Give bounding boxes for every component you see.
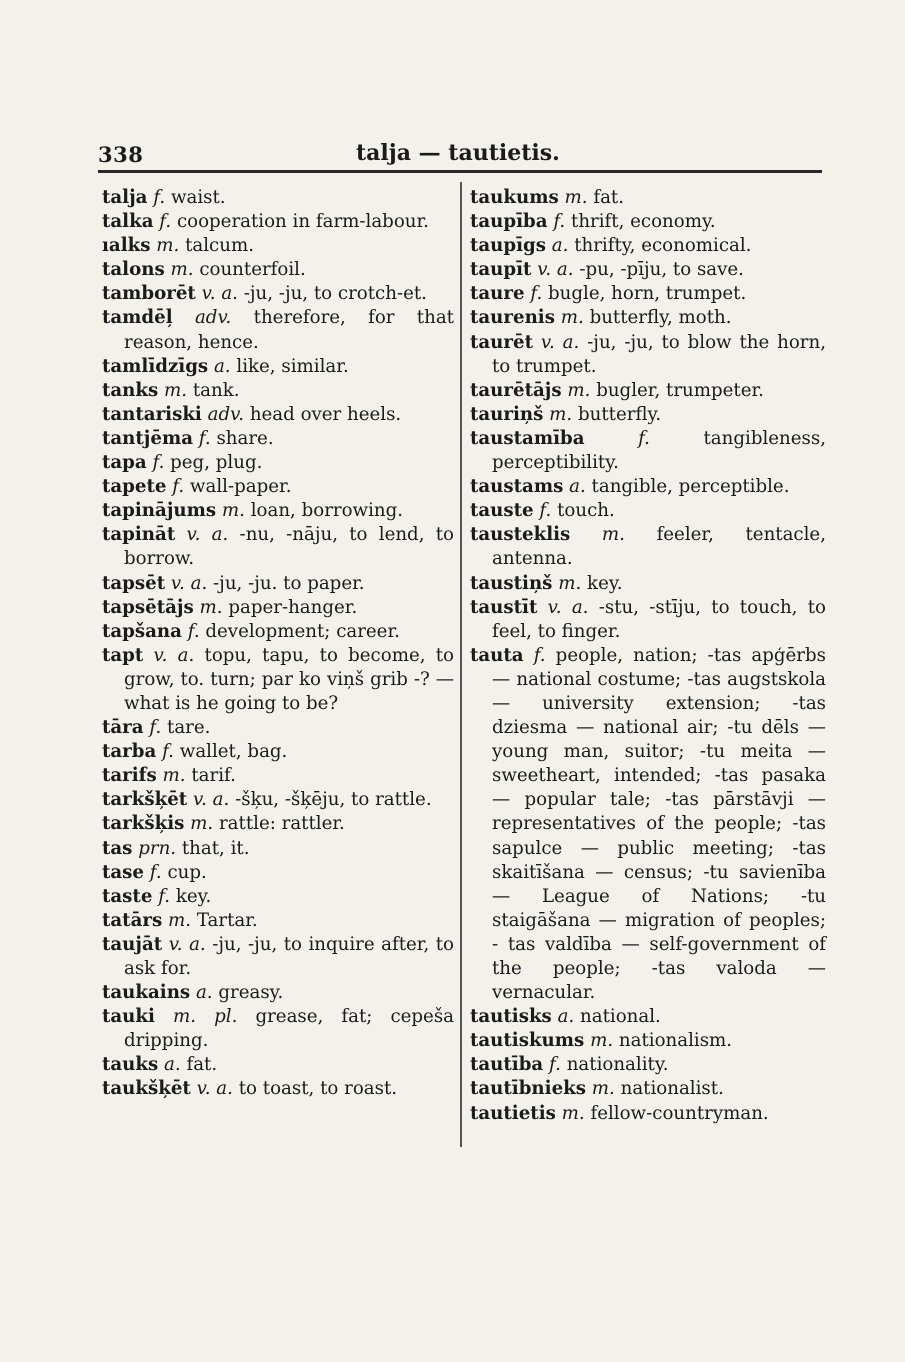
definition: thrift, economy. bbox=[571, 211, 716, 233]
headword: tapete bbox=[102, 476, 167, 498]
definition: paper-hanger. bbox=[228, 596, 358, 618]
grammar-label: f. bbox=[172, 476, 185, 498]
grammar-label: v. a. bbox=[186, 524, 229, 546]
grammar-label: f. bbox=[187, 620, 200, 642]
headword: tarifs bbox=[102, 765, 157, 787]
headword: taupība bbox=[470, 211, 548, 233]
dictionary-entry bbox=[102, 499, 454, 523]
grammar-label: v. a. bbox=[537, 259, 574, 281]
dictionary-entry bbox=[470, 596, 826, 644]
headword: tamdēļ bbox=[102, 307, 173, 329]
definition: thrifty, economical. bbox=[574, 235, 752, 257]
grammar-label: m. bbox=[190, 813, 214, 835]
grammar-label: f. bbox=[198, 427, 211, 449]
headword: tarkšķis bbox=[102, 813, 185, 835]
grammar-label: a. bbox=[551, 235, 569, 257]
grammar-label: adv. bbox=[194, 307, 232, 329]
headword: taste bbox=[102, 885, 153, 907]
definition: share. bbox=[216, 427, 274, 449]
headword: tautībnieks bbox=[470, 1078, 586, 1100]
dictionary-entry bbox=[470, 186, 826, 210]
dictionary-entry bbox=[470, 427, 826, 475]
grammar-label: f. bbox=[149, 861, 162, 883]
dictionary-entry bbox=[102, 1005, 454, 1053]
grammar-label: m. bbox=[567, 379, 591, 401]
definition: tangibleness, perceptibility. bbox=[492, 427, 826, 474]
headword: tautiskums bbox=[470, 1030, 585, 1052]
dictionary-entry bbox=[470, 282, 826, 306]
definition: bugle, horn, trumpet. bbox=[548, 283, 747, 305]
dictionary-entry bbox=[470, 379, 826, 403]
definition: counterfoil. bbox=[199, 259, 306, 281]
definition: loan, borrowing. bbox=[250, 500, 404, 522]
grammar-label: m. bbox=[558, 572, 582, 594]
headword: talka bbox=[102, 211, 154, 233]
grammar-label: f. bbox=[539, 500, 552, 522]
definition: fat. bbox=[186, 1054, 218, 1076]
definition: touch. bbox=[557, 500, 615, 522]
definition: fat. bbox=[593, 187, 625, 208]
dictionary-entry bbox=[102, 788, 454, 812]
headword: tanks bbox=[102, 379, 159, 401]
headword: taukains bbox=[102, 982, 191, 1004]
dictionary-entry bbox=[102, 1053, 454, 1077]
definition: tank. bbox=[192, 379, 240, 401]
dictionary-entry bbox=[102, 981, 454, 1005]
headword: tamborēt bbox=[102, 283, 196, 305]
dictionary-entry bbox=[470, 403, 826, 427]
grammar-label: f. bbox=[162, 741, 174, 763]
headword: tauta bbox=[470, 644, 524, 666]
definition: -ju, -ju, to crotch-et. bbox=[243, 283, 427, 305]
grammar-label: m. pl. bbox=[173, 1006, 238, 1028]
dictionary-entry bbox=[470, 258, 826, 282]
definition: grease, fat; cepeša dripping. bbox=[124, 1006, 454, 1052]
definition: people, nation; -tas apģērbs — national costume; -tas augstskola — university extension; -tas dziesma — national air; -tu dēls — young man, suitor; -tu meita — sweetheart, intended; -tas pasaka — popular tale; -tas pārstāvji — representatives of the people; -tas sapulce — public meeting; -tas skaitīšana — census; -tu savienība — League of Nations; -tu staigāšana — migration of peoples; - tas valdība — self-government of the people; -tas valoda — vernacular. bbox=[492, 644, 826, 1004]
definition: Tartar. bbox=[196, 909, 258, 931]
definition: key. bbox=[175, 885, 212, 907]
definition: -ju, -ju, to inquire after, to ask for. bbox=[124, 933, 454, 979]
headword: tarba bbox=[102, 741, 157, 763]
dictionary-entry bbox=[102, 403, 454, 427]
grammar-label: m. bbox=[591, 1078, 615, 1100]
dictionary-entry bbox=[102, 596, 454, 620]
grammar-label: a. bbox=[557, 1006, 575, 1028]
grammar-label: f. bbox=[533, 644, 546, 666]
headword: taurenis bbox=[470, 307, 555, 329]
headword: tauste bbox=[470, 500, 534, 522]
headword: tapšana bbox=[102, 620, 182, 642]
grammar-label: a. bbox=[213, 355, 231, 377]
dictionary-entry bbox=[102, 427, 454, 451]
definition: tare. bbox=[167, 717, 211, 739]
headword: taustamība bbox=[470, 427, 585, 449]
headword: taurēt bbox=[470, 331, 533, 353]
definition: wallet, bag. bbox=[179, 741, 288, 763]
grammar-label: v. a. bbox=[547, 596, 589, 618]
definition: like, similar. bbox=[236, 355, 349, 377]
definition: topu, tapu, to become, to grow, to. turn; par ko viņš grib -? — what is he going to be? bbox=[124, 644, 454, 714]
definition: cup. bbox=[167, 861, 207, 883]
dictionary-entry bbox=[470, 475, 826, 499]
headword: taukšķēt bbox=[102, 1078, 191, 1100]
headword: tatārs bbox=[102, 909, 163, 931]
definition: key. bbox=[587, 572, 623, 594]
definition: -ju, -ju, to blow the horn, to trumpet. bbox=[492, 331, 826, 377]
grammar-label: v. a. bbox=[201, 283, 238, 305]
grammar-label: f. bbox=[549, 1054, 561, 1076]
headword: tapinājums bbox=[102, 500, 217, 522]
dictionary-entry bbox=[102, 885, 454, 909]
grammar-label: f. bbox=[158, 885, 171, 907]
dictionary-entry bbox=[470, 331, 826, 379]
grammar-label: m. bbox=[564, 187, 588, 208]
definition: -ju, -ju. to paper. bbox=[213, 572, 365, 594]
headword: taukums bbox=[470, 187, 559, 208]
dictionary-entry bbox=[102, 306, 454, 354]
headword: tāra bbox=[102, 717, 144, 739]
grammar-label: m. bbox=[549, 403, 573, 425]
grammar-label: f. bbox=[152, 452, 165, 474]
dictionary-entry bbox=[470, 523, 826, 571]
grammar-label: prn. bbox=[138, 837, 177, 859]
dictionary-entry bbox=[102, 740, 454, 764]
grammar-label: f. bbox=[530, 283, 543, 305]
dictionary-entry bbox=[102, 933, 454, 981]
grammar-label: m. bbox=[170, 259, 194, 281]
headword: talons bbox=[102, 259, 165, 281]
dictionary-entry bbox=[470, 572, 826, 596]
dictionary-entry bbox=[102, 355, 454, 379]
page-header bbox=[98, 138, 822, 172]
grammar-label: v. a. bbox=[168, 933, 206, 955]
definition: nationality. bbox=[566, 1054, 669, 1076]
grammar-label: a. bbox=[195, 982, 213, 1004]
dictionary-entry bbox=[102, 451, 454, 475]
dictionary-entry bbox=[102, 716, 454, 740]
definition: greasy. bbox=[218, 982, 284, 1004]
definition: development; career. bbox=[205, 620, 400, 642]
definition: tarif. bbox=[191, 765, 236, 787]
definition: wall-paper. bbox=[189, 476, 292, 498]
column-divider bbox=[460, 182, 462, 1147]
headword: tauriņš bbox=[470, 403, 544, 425]
headword: tauki bbox=[102, 1006, 155, 1028]
dictionary-entry bbox=[470, 499, 826, 523]
definition: waist. bbox=[170, 187, 226, 208]
definition: cooperation in farm-labour. bbox=[176, 211, 429, 233]
dictionary-entry bbox=[470, 306, 826, 330]
headword: taustiņš bbox=[470, 572, 553, 594]
grammar-label: f. bbox=[153, 187, 166, 208]
headword: ıalks bbox=[102, 235, 151, 257]
headword: taustīt bbox=[470, 596, 538, 618]
dictionary-entry bbox=[102, 258, 454, 282]
headword: tapināt bbox=[102, 524, 176, 546]
headword: tamlīdzīgs bbox=[102, 355, 209, 377]
headword: tapsētājs bbox=[102, 596, 194, 618]
dictionary-entry bbox=[470, 234, 826, 258]
definition: bugler, trumpeter. bbox=[596, 379, 764, 401]
dictionary-entry bbox=[470, 1029, 826, 1053]
grammar-label: f. bbox=[553, 211, 566, 233]
headword: tapt bbox=[102, 644, 144, 666]
definition: talcum. bbox=[185, 235, 254, 257]
definition: -šķu, -šķēju, to rattle. bbox=[235, 789, 432, 811]
headword: tantariski bbox=[102, 403, 202, 425]
header-rule bbox=[98, 170, 822, 173]
grammar-label: m. bbox=[590, 1030, 614, 1052]
dictionary-entry bbox=[102, 837, 454, 861]
headword: tantjēma bbox=[102, 427, 193, 449]
definition: therefore, for that reason, hence. bbox=[124, 307, 454, 353]
definition: rattle: rattler. bbox=[218, 813, 345, 835]
definition: nationalism. bbox=[618, 1030, 733, 1052]
dictionary-entry bbox=[102, 620, 454, 644]
left-column bbox=[102, 186, 454, 1102]
dictionary-entry bbox=[102, 234, 454, 258]
dictionary-entry bbox=[102, 379, 454, 403]
definition: peg, plug. bbox=[170, 452, 263, 474]
grammar-label: v. a. bbox=[192, 789, 230, 811]
dictionary-entry bbox=[470, 1053, 826, 1077]
definition: tangible, perceptible. bbox=[591, 476, 790, 498]
page-number: 338 bbox=[98, 142, 144, 167]
dictionary-entry bbox=[102, 523, 454, 571]
headword: taustams bbox=[470, 476, 564, 498]
definition: nationalist. bbox=[620, 1078, 724, 1100]
dictionary-entry bbox=[470, 210, 826, 234]
headword: tapa bbox=[102, 452, 147, 474]
grammar-label: m. bbox=[561, 1102, 585, 1124]
grammar-label: f. bbox=[159, 211, 172, 233]
grammar-label: m. bbox=[199, 596, 223, 618]
grammar-label: m. bbox=[601, 524, 625, 546]
definition: butterfly, moth. bbox=[589, 307, 732, 329]
grammar-label: v. a. bbox=[153, 644, 195, 666]
headword: taupīt bbox=[470, 259, 532, 281]
dictionary-entry bbox=[470, 644, 826, 1005]
headword: tase bbox=[102, 861, 144, 883]
grammar-label: v. a. bbox=[540, 331, 580, 353]
grammar-label: v. a. bbox=[170, 572, 208, 594]
right-column bbox=[470, 186, 826, 1126]
headword: taujāt bbox=[102, 933, 163, 955]
dictionary-entry bbox=[102, 475, 454, 499]
dictionary-entry bbox=[102, 1077, 454, 1101]
definition: butterfly. bbox=[578, 403, 662, 425]
definition: to toast, to roast. bbox=[238, 1078, 398, 1100]
headword: tas bbox=[102, 837, 133, 859]
dictionary-entry bbox=[470, 1102, 826, 1126]
dictionary-entry bbox=[102, 210, 454, 234]
dictionary-entry bbox=[470, 1005, 826, 1029]
grammar-label: m. bbox=[162, 765, 186, 787]
grammar-label: m. bbox=[221, 500, 245, 522]
grammar-label: f. bbox=[638, 427, 650, 449]
definition: -nu, -nāju, to lend, to borrow. bbox=[124, 524, 454, 570]
headword: taure bbox=[470, 283, 525, 305]
headword: tapsēt bbox=[102, 572, 166, 594]
grammar-label: m. bbox=[168, 909, 192, 931]
grammar-label: m. bbox=[560, 307, 584, 329]
running-head: talja — tautietis. bbox=[356, 140, 560, 166]
headword: tautietis bbox=[470, 1102, 556, 1124]
dictionary-entry bbox=[102, 644, 454, 716]
dictionary-entry bbox=[102, 861, 454, 885]
dictionary-entry bbox=[102, 812, 454, 836]
headword: taupīgs bbox=[470, 235, 546, 257]
headword: tausteklis bbox=[470, 524, 571, 546]
definition: national. bbox=[580, 1006, 661, 1028]
dictionary-entry bbox=[102, 764, 454, 788]
grammar-label: m. bbox=[164, 379, 188, 401]
grammar-label: f. bbox=[149, 717, 162, 739]
grammar-label: v. a. bbox=[196, 1078, 233, 1100]
definition: fellow-countryman. bbox=[590, 1102, 769, 1124]
definition: that, it. bbox=[181, 837, 250, 859]
grammar-label: a. bbox=[569, 476, 586, 498]
headword: talja bbox=[102, 187, 148, 208]
dictionary-entry bbox=[102, 186, 454, 210]
definition: -stu, -stīju, to touch, to feel, to finger. bbox=[492, 596, 826, 642]
definition: feeler, tentacle, antenna. bbox=[492, 524, 826, 570]
definition: -pu, -pīju, to save. bbox=[579, 259, 744, 281]
headword: taurētājs bbox=[470, 379, 562, 401]
grammar-label: adv. bbox=[207, 403, 245, 425]
dictionary-entry bbox=[102, 909, 454, 933]
headword: tauks bbox=[102, 1054, 159, 1076]
definition: head over heels. bbox=[249, 403, 402, 425]
grammar-label: a. bbox=[164, 1054, 181, 1076]
headword: tarkšķēt bbox=[102, 789, 188, 811]
dictionary-entry bbox=[102, 572, 454, 596]
headword: tautība bbox=[470, 1054, 544, 1076]
headword: tautisks bbox=[470, 1006, 552, 1028]
dictionary-entry bbox=[470, 1077, 826, 1101]
grammar-label: m. bbox=[156, 235, 180, 257]
dictionary-entry bbox=[102, 282, 454, 306]
